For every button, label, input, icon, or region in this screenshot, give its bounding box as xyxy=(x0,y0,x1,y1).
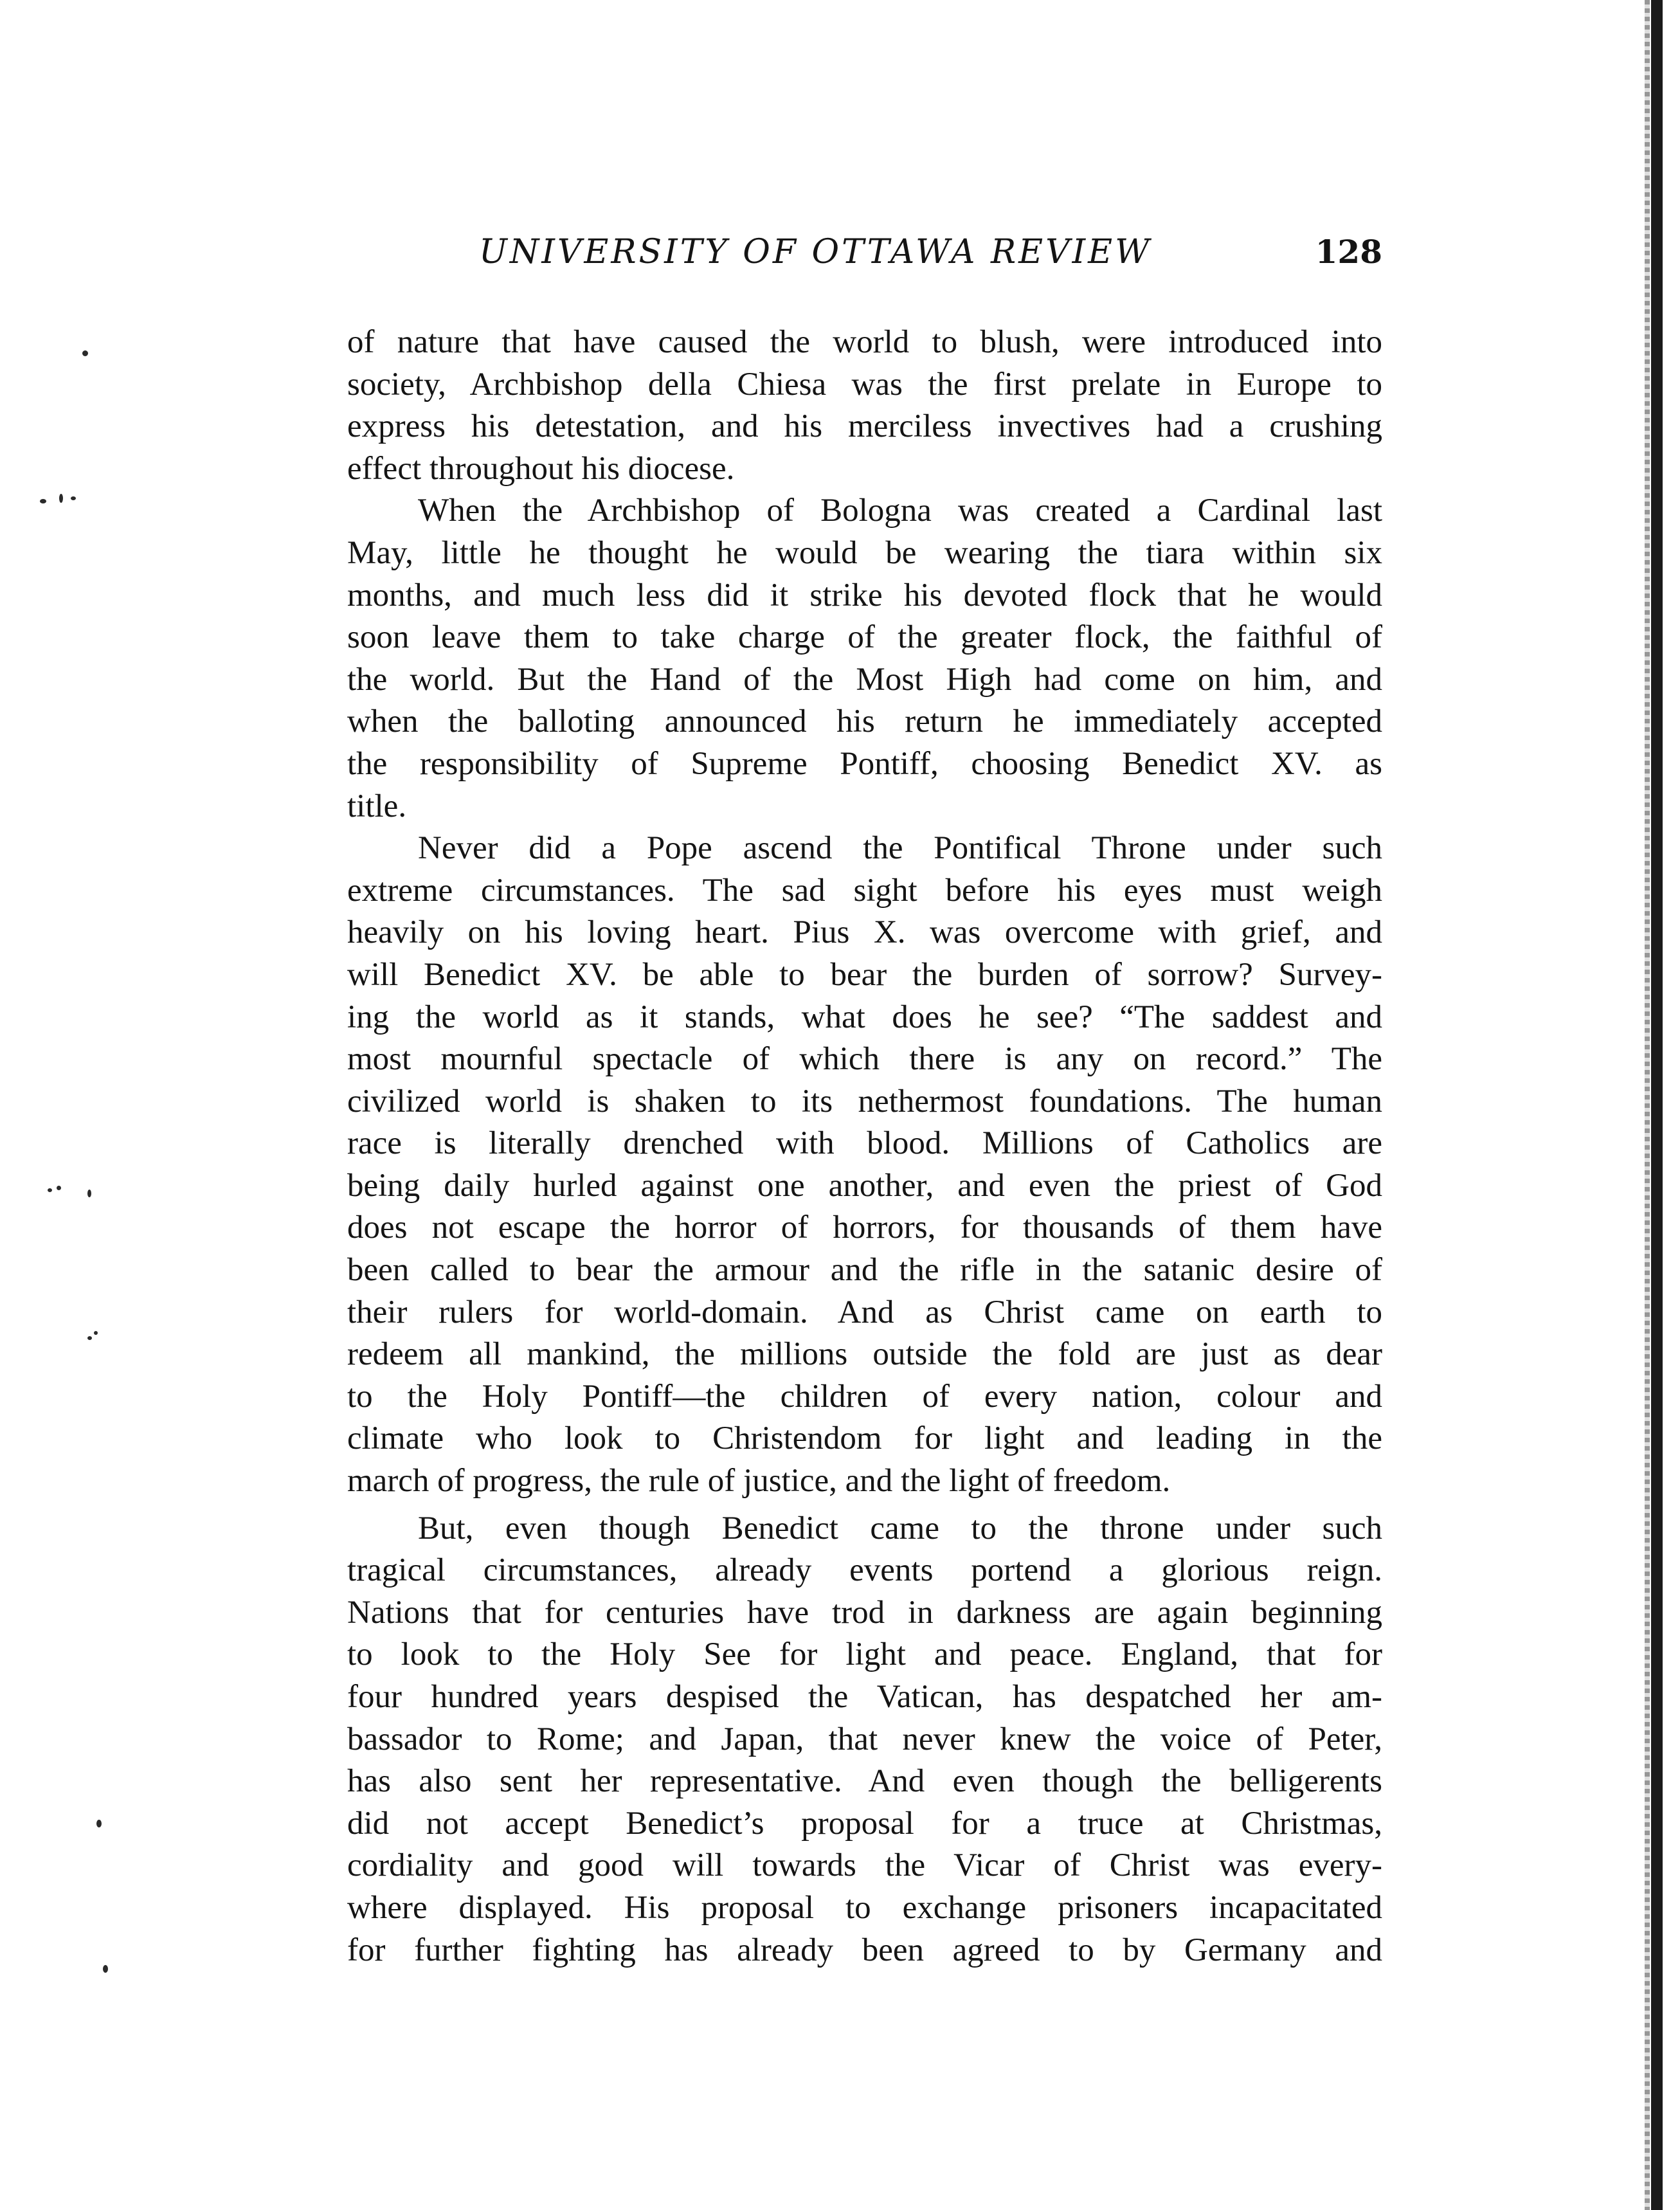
text-line: did not accept Benedict’s proposal for a truce at Christmas, xyxy=(347,1805,1382,1842)
text-line: does not escape the horror of horrors, for thousands of them have xyxy=(347,1209,1382,1246)
text-line: to the Holy Pontiff—the children of every nation, colour and xyxy=(347,1378,1382,1415)
text-line: May, little he thought he would be wearing the tiara within six xyxy=(347,534,1382,571)
text-line: of nature that have caused the world to blush, were introduced into xyxy=(347,324,1382,360)
paragraph xyxy=(347,828,1382,1503)
scan-speck xyxy=(48,1188,52,1192)
binding-edge xyxy=(1651,0,1663,2210)
text-line: soon leave them to take charge of the greater flock, the faithful of xyxy=(347,619,1382,656)
text-line: for further fighting has already been agreed to by Germany and xyxy=(347,1932,1382,1968)
text-line: being daily hurled against one another, and even the priest of God xyxy=(347,1167,1382,1204)
text-line: to look to the Holy See for light and peace. England, that for xyxy=(347,1636,1382,1673)
paragraph xyxy=(347,322,1382,490)
text-line: But, even though Benedict came to the throne under such xyxy=(418,1510,1382,1546)
text-line: four hundred years despised the Vatican, has despatched her am- xyxy=(347,1679,1382,1715)
scan-speck xyxy=(87,1336,92,1340)
text-line: heavily on his loving heart. Pius X. was overcome with grief, and xyxy=(347,914,1382,951)
scan-speck xyxy=(82,350,88,356)
text-line: cordiality and good will towards the Vicar of Christ was every- xyxy=(347,1847,1382,1884)
text-line: the responsibility of Supreme Pontiff, choosing Benedict XV. as xyxy=(347,745,1382,782)
text-line: months, and much less did it strike his devoted flock that he would xyxy=(347,577,1382,613)
text-line: march of progress, the rule of justice, and the light of freedom. xyxy=(347,1463,1171,1499)
text-line: Nations that for centuries have trod in darkness are again beginning xyxy=(347,1594,1382,1631)
binding-shadow xyxy=(1645,0,1650,2210)
text-line: race is literally drenched with blood. Millions of Catholics are xyxy=(347,1125,1382,1162)
text-line: has also sent her representative. And even though the belligerents xyxy=(347,1763,1382,1800)
scan-speck xyxy=(57,1186,61,1190)
scan-speck xyxy=(94,1331,98,1335)
text-line: Never did a Pope ascend the Pontifical Throne under such xyxy=(418,830,1382,867)
text-line: been called to bear the armour and the rifle in the satanic desire of xyxy=(347,1252,1382,1289)
text-line: their rulers for world-domain. And as Christ came on earth to xyxy=(347,1294,1382,1330)
paragraph xyxy=(347,490,1382,828)
scan-speck xyxy=(96,1820,102,1827)
text-line: When the Archbishop of Bologna was created a Cardinal last xyxy=(418,493,1382,529)
scan-speck xyxy=(87,1190,91,1197)
text-line: the world. But the Hand of the Most High had come on him, and xyxy=(347,661,1382,698)
journal-title: UNIVERSITY OF OTTAWA REVIEW xyxy=(479,233,1152,271)
body-text xyxy=(347,322,1382,1971)
scan-speck xyxy=(103,1965,108,1973)
text-line: will Benedict XV. be able to bear the burden of sorrow? Survey- xyxy=(347,956,1382,993)
text-line: title. xyxy=(347,788,407,824)
text-line: climate who look to Christendom for light and leading in the xyxy=(347,1420,1382,1457)
page-number: 128 xyxy=(1315,233,1382,271)
text-line: effect throughout his diocese. xyxy=(347,450,735,487)
paragraph xyxy=(347,1508,1382,1972)
text-line: redeem all mankind, the millions outside the fold are just as dear xyxy=(347,1336,1382,1373)
text-line: society, Archbishop della Chiesa was the first prelate in Europe to xyxy=(347,366,1382,403)
paragraph-gap xyxy=(347,1503,1382,1508)
text-line: express his detestation, and his merciless invectives had a crushing xyxy=(347,408,1382,445)
text-line: where displayed. His proposal to exchange prisoners incapacitated xyxy=(347,1889,1382,1926)
text-line: tragical circumstances, already events portend a glorious reign. xyxy=(347,1552,1382,1589)
text-line: extreme circumstances. The sad sight before his eyes must weigh xyxy=(347,872,1382,909)
text-line: civilized world is shaken to its nethermost foundations. The human xyxy=(347,1083,1382,1119)
scan-speck xyxy=(40,499,46,503)
scan-speck xyxy=(71,496,76,500)
running-head xyxy=(347,226,1382,278)
scan-speck xyxy=(59,494,63,503)
text-line: bassador to Rome; and Japan, that never knew the voice of Peter, xyxy=(347,1721,1382,1757)
text-line: ing the world as it stands, what does he see? “The saddest and xyxy=(347,999,1382,1035)
text-line: when the balloting announced his return he immediately accepted xyxy=(347,703,1382,740)
text-line: most mournful spectacle of which there is any on record.” The xyxy=(347,1041,1382,1078)
